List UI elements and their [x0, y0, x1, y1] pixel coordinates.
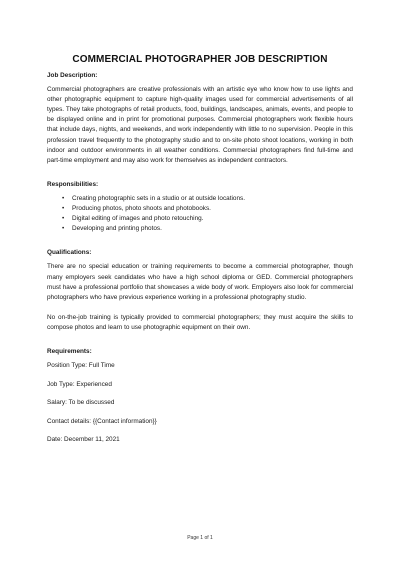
requirements-heading: Requirements:: [47, 347, 92, 355]
bullet-icon: •: [62, 194, 65, 202]
document-title: COMMERCIAL PHOTOGRAPHER JOB DESCRIPTION: [72, 54, 328, 65]
date: Date: December 11, 2021: [47, 436, 120, 444]
responsibilities-heading: Responsibilities:: [47, 180, 99, 188]
job-description-text: Commercial photographers are creative professionals with an artistic eye who know how to use lights and other photographic equipment to capture high-quality images used for commercial advertisements of all types. They take photographs of retail products, food, buildings, landscapes, animals, events, and people to be displayed online and in print for promotional purposes. Commercial photographers work flexible hours that include days, nights, and weekends, and work independently with little to no supervision. People in this profession travel frequently to the photography studio and to on-site photo shoot locations, working in both indoor and outdoor environments in all weather conditions. Commercial photographers find full-time and part-time employment and may also work for themselves as independent contractors.: [47, 86, 353, 164]
responsibility-text: Creating photographic sets in a studio or at outside locations.: [72, 194, 246, 202]
list-item: [47, 214, 353, 224]
list-item: [47, 194, 353, 204]
bullet-icon: •: [62, 205, 65, 213]
training-text: No on-the-job training is typically provided to commercial photographers; they must acquire the skills to compose photos and learn to use photographic equipment on their own.: [47, 313, 353, 331]
document-body: [47, 71, 353, 454]
job-description-heading: Job Description:: [47, 72, 98, 79]
qualifications-text: There are no special education or training requirements to become a commercial photographer, though many employers seek candidates who have a high school diploma or GED. Commercial photographers must have a professional portfolio that showcases a wide body of work. Employers also look for commercial photographers who have previous experience working in a professional photography studio.: [47, 263, 353, 301]
responsibility-text: Producing photos, photo shoots and photobooks.: [72, 205, 211, 213]
responsibilities-list: [47, 194, 353, 234]
job-type: Job Type: Experienced: [47, 380, 112, 388]
list-item: [47, 204, 353, 214]
contact-details: Contact details: {{Contact information}}: [47, 417, 157, 425]
page-number: Page 1 of 1: [187, 535, 213, 541]
qualifications-heading: Qualifications:: [47, 249, 92, 257]
salary: Salary: To be discussed: [47, 399, 115, 407]
bullet-icon: •: [62, 225, 65, 233]
responsibility-text: Digital editing of images and photo retouching.: [72, 215, 204, 223]
position-type: Position Type: Full Time: [47, 362, 115, 370]
bullet-icon: •: [62, 215, 65, 223]
responsibility-text: Developing and printing photos.: [72, 225, 162, 233]
list-item: [47, 224, 353, 234]
